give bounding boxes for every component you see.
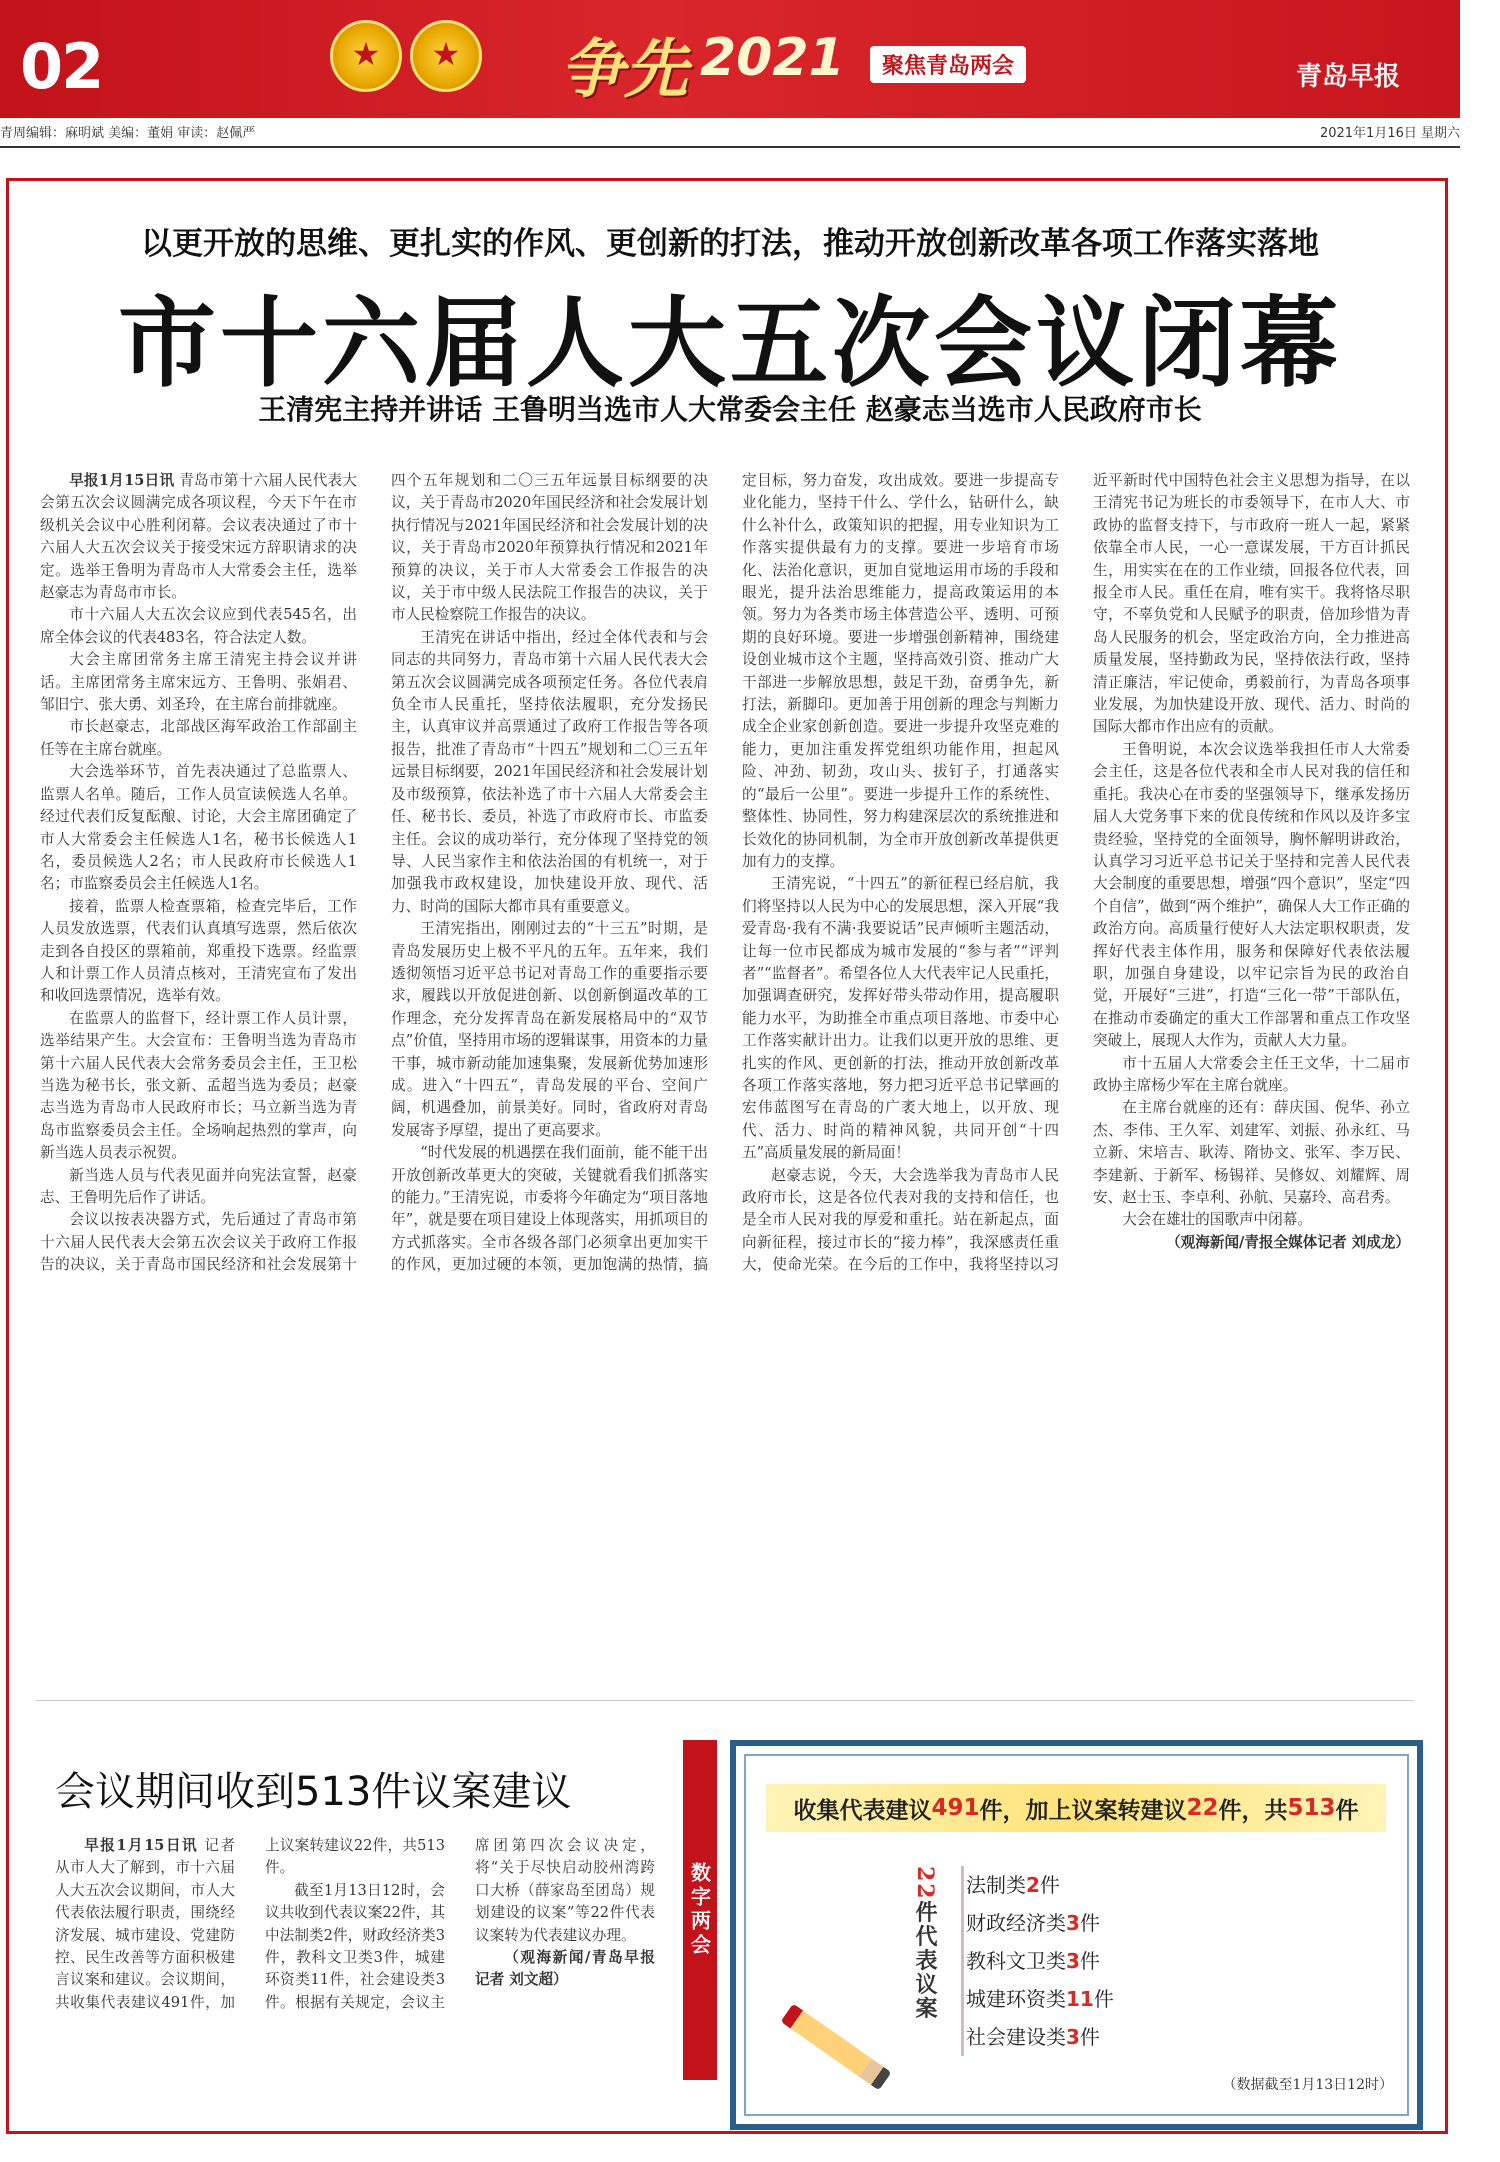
article-paragraph: 市长赵豪志，北部战区海军政治工作部副主任等在主席台就座。 [40,718,357,758]
article-paragraph: 截至1月13日12时，会议共收到代表议案22件，其中法制类2件，财政经济类3件，教科文卫类3件，城建环资类11件，社会建设类3件。根据有关规定，会议主席团第四次会议决定，将“关于尽快启动胶州湾跨口大桥（薛家岛至团岛）规划建设的议案”等22件代表议案转为代表建议办理。 [265,1837,655,2011]
column-name: 争先 [560,32,688,107]
article-paragraph: 赵豪志说，今天，大会选举我为青岛市人民政府市长，这是各位代表对我的支持和信任，也是全市人民对我的厚爱和重托。站在新起点，面向新征程，接过市长的“接力棒”，我深感责任重大，使命光荣。在今后的工作中，我将坚持以习近平新时代中国特色社会主义思想为指导，在以王清宪书记为班长的市委领导下，在市人大、市政协的监督支持下，与市政府一班人一起，紧紧依靠全市人民，一心一意谋发展，干方百计抓民生，用实实在在的工作业绩，回报各位代表，回报全市人民。重任在肩，唯有实干。我将恪尽职守，不辜负党和人民赋予的职责，倍加珍惜为青岛人民服务的机会，坚定政治方向，全力推进高质量发展，坚持勤政为民，坚持依法行政，坚持清正廉洁，牢记使命，勇毅前行，为青岛各项事业发展，为加快建设开放、现代、活力、时尚的国际大都市作出应有的贡献。 [742,472,1410,1274]
article-paragraph: 在主席台就座的还有：薛庆国、倪华、孙立杰、李伟、王久军、刘建军、刘振、孙永红、马立新、宋培吉、耿涛、隋协文、张军、李万民、李建新、于新军、杨锡祥、吴修奴、刘耀辉、周安、赵士玉、李卓利、孙航、吴嘉玲、高君秀。 [1093,1099,1410,1206]
subheadline: 王清宪主持并讲话 王鲁明当选市人大常委会主任 赵豪志当选市人民政府市长 [258,393,1202,426]
list-item: 法制类2件 [966,1873,1060,1897]
article-byline: （观海新闻/青岛早报记者 刘文超） [475,1949,655,1989]
headline: 市十六届人大五次会议闭幕 [117,287,1342,401]
paper-name: 青岛早报 [1295,62,1400,92]
article-paragraph: 大会选举环节，首先表决通过了总监票人、监票人名单。随后，工作人员宣读候选人名单。经过代表们反复酝酿、讨论，大会主席团确定了市人大常委会主任候选人1名，秘书长候选人1名，委员候选人2名；市人民政府市长候选人1名；市监察委员会主任候选人1名。 [40,763,357,893]
national-emblem-icon [330,20,402,92]
category-bracket [961,1866,964,2056]
masthead-banner [0,0,1460,118]
article-paragraph: 大会在雄壮的国歌声中闭幕。 [1122,1211,1312,1229]
secondary-headline: 会议期间收到513件议案建议 [55,1769,572,1815]
article-paragraph: 王清宪指出，刚刚过去的“十三五”时期，是青岛发展历史上极不平凡的五年。五年来，我们透彻领悟习近平总书记对青岛工作的重要指示要求，履践以开放促进创新、以创新倒逼改革的工作理念，充分发挥青岛在新发展格局中的“双节点”价值，坚持用市场的逻辑谋事，用资本的力量干事，城市新动能加速集聚，发展新优势加速形成。进入“十四五”，青岛发展的平台、空间广阔，机遇叠加，前景美好。同时，省政府对青岛发展寄予厚望，提出了更高要求。 [391,920,708,1139]
article-paragraph: 接着，监票人检查票箱，检查完毕后，工作人员发放选票，代表们认真填写选票，然后依次走到各自投区的票箱前，郑重投下选票。经监票人和计票工作人员清点核对，王清宪宣布了发出和收回选票情况，选举有效。 [40,897,357,1005]
article-paragraph: 早报1月15日讯 青岛市第十六届人民代表大会第五次会议圆满完成各项议程，今天下午在市级机关会议中心胜利闭幕。会议表决通过了市十六届人大五次会议关于接受宋远方辞职请求的决定。选举王鲁明为青岛市人大常委会主任，选举赵豪志为青岛市市长。 [40,472,357,602]
date-line: 2021年1月16日 星期六 [1319,126,1460,141]
secondary-article [55,1835,655,2115]
kicker: 以更开放的思维、更扎实的作风、更创新的打法，推动开放创新改革各项工作落实落地 [141,226,1319,262]
list-item: 城建环资类11件 [966,1987,1114,2011]
article-paragraph: 大会主席团常务主席王清宪主持会议并讲话。主席团常务主席宋远方、王鲁明、张娟君、邹旧宁、张大勇、刘圣玲，在主席台前排就座。 [40,651,357,714]
article-lead: 早报1月15日讯 [69,472,175,489]
list-item: 社会建设类3件 [966,2025,1100,2049]
infobox-headline: 收集代表建议 491 件，加上议案转建议 22 件，共 513 件 [766,1784,1386,1832]
section-divider [36,1700,1414,1701]
column-year: 2021 [700,28,845,88]
main-article [40,470,1410,1680]
infobox-tag: 数字两会 [683,1740,717,2080]
page-number: 02 [20,30,103,103]
article-paragraph: 会议以按表决器方式，先后通过了青岛市第十六届人民代表大会第五次会议关于政府工作报告的决议，关于青岛市国民经济和社会发展第十四个五年规划和二〇三五年远景目标纲要的决议，关于青岛市2020年国民经济和社会发展计划执行情况与2021年国民经济和社会发展计划的决议，关于青岛市2020年预算执行情况和2021年预算的决议，关于市人大常委会工作报告的决议，关于市中级人民法院工作报告的决议，关于市人民检察院工作报告的决议。 [40,472,708,1274]
infobox [730,1740,1423,2130]
article-paragraph: 市十五届人大常委会主任王文华，十二届市政协主席杨少军在主席台就座。 [1093,1054,1410,1094]
column-subtitle: 聚焦青岛两会 [870,46,1026,83]
editor-line: 青周编辑：麻明斌 美编：董娟 审读：赵佩严 [0,126,256,141]
article-byline: （观海新闻/青报全媒体记者 刘成龙） [1166,1233,1410,1251]
article-paragraph: 王鲁明说，本次会议选举我担任市人大常委会主任，这是各位代表和全市人民对我的信任和重托。我决心在市委的坚强领导下，继承发扬历届人大党务事下来的优良传统和作风以及许多宝贵经验，坚持党的全面领导，胸怀解明讲政治，认真学习习近平总书记关于坚持和完善人民代表大会制度的重要思想，增强“四个意识”，坚定“四个自信”，做到“两个维护”，确保人大工作正确的政治方向。高质量行使好人大法定职权职责，发挥好代表主体作用，服务和保障好代表依法履职，加强自身建设，以牢记宗旨为民的政治自觉，开展好“三进”，打造“三化一带”干部队伍，在推动市委确定的重大工作部署和重点工作攻坚突破上，展现人大作为，贡献人大力量。 [1093,740,1410,1050]
article-paragraph: 新当选人员与代表见面并向宪法宣誓，赵豪志、王鲁明先后作了讲话。 [40,1166,357,1206]
motion-count-label: 22件代表议案 [912,1866,938,2021]
article-paragraph: 王清宪在讲话中指出，经过全体代表和与会同志的共同努力，青岛市第十六届人民代表大会第五次会议圆满完成各项预定任务。各位代表肩负全市人民重托，坚持依法履职，充分发扬民主，认真审议并高票通过了政府工作报告等各项报告，批准了青岛市“十四五”规划和二〇三五年远景目标纲要，2021年国民经济和社会发展计划及市级预算，依法补选了市十六届人大常委会主任、秘书长、委员，补选了市政府市长、市监委主任。会议的成功举行，充分体现了坚持党的领导、人民当家作主和依法治国的有机统一，对于加强我市政权建设，加快建设开放、现代、活力、时尚的国际大都市具有重要意义。 [391,628,708,915]
category-list [966,1866,1226,2056]
article-lead: 早报1月15日讯 [84,1837,199,1854]
list-item: 教科文卫类3件 [966,1949,1100,1973]
article-paragraph: “时代发展的机遇摆在我们面前，能不能干出开放创新改革更大的突破，关键就看我们抓落实的能力。”王清宪说，市委将今年确定为“项目落地年”，就是要在项目建设上体现落实，用抓项目的方式抓落实。全市各级各部门必须拿出更加实干的作风，更加过硬的本领，更加饱满的热情，搞定目标，努力奋发，攻出成效。要进一步提高专业化能力，坚持干什么、学什么，钻研什么，缺什么补什么，政策知识的把握，用专业知识为工作落实提供最有力的支撑。要进一步培育市场化、法治化意识，更加自觉地运用市场的手段和眼光，提升法治思维能力，提高政策运用的本领。努力为各类市场主体营造公平、透明、可预期的良好环境。要进一步增强创新精神，围绕建设创业城市这个主题，坚持高效引资、推动广大干部进一步解放思想，鼓足干劲，奋勇争先，新打法，新脚印。更加善于用创新的理念与判断力成全企业家创新创造。要进一步提升攻坚克难的能力，更加注重发挥党组织功能作用，担起风险、冲劲、韧劲，攻山头、拔钉子，打通落实的“最后一公里”。要进一步提升工作的系统性、整体性、协同性，努力构建深层次的系统推进和长效化的协同机制，为全市开放创新改革提供更加有力的支撑。 [391,472,1059,1274]
article-paragraph: 在监票人的监督下，经计票工作人员计票，选举结果产生。大会宣布：王鲁明当选为青岛市第十六届人民代表大会常务委员会主任，王卫松当选为秘书长，张文新、孟超当选为委员；赵豪志当选为青岛市人民政府市长；马立新当选为青岛市监察委员会主任。全场响起热烈的掌声，向新当选人员表示祝贺。 [40,1009,357,1162]
article-paragraph: 王清宪说，“十四五”的新征程已经启航，我们将坚持以人民为中心的发展思想，深入开展“我爱青岛·我有不满·我要说话”民声倾听主题活动，让每一位市民都成为城市发展的“参与者”“评判者”“监督者”。希望各位人大代表牢记人民重托，加强调查研究，发挥好带头带动作用，提高履职能力水平，为助推全市重点项目落地、市委中心工作落实献计出力。让我们以更开放的思维、更扎实的作风、更创新的打法，推动开放创新改革各项工作落实落地，努力把习近平总书记擘画的宏伟蓝图写在青岛的广袤大地上，以开放、现代、活力、时尚的精神风貌，共同开创“十四五”高质量发展的新局面！ [742,875,1059,1162]
data-as-of-note: （数据截至1月13日12时） [1222,2077,1393,2093]
article-paragraph: 早报1月15日讯 记者从市人大了解到，市十六届人大五次会议期间，市人大代表依法履行职责，围绕经济发展、城市建设、党建防控、民生改善等方面积极建言议案和建议。会议期间，共收集代表建议491件，加上议案转建议22件，共513件。 [55,1837,445,2011]
article-paragraph: 市十六届人大五次会议应到代表545名，出席全体会议的代表483名，符合法定人数。 [40,606,357,646]
list-item: 财政经济类3件 [966,1911,1100,1935]
cppcc-emblem-icon [410,20,482,92]
header-rule [0,146,1460,148]
